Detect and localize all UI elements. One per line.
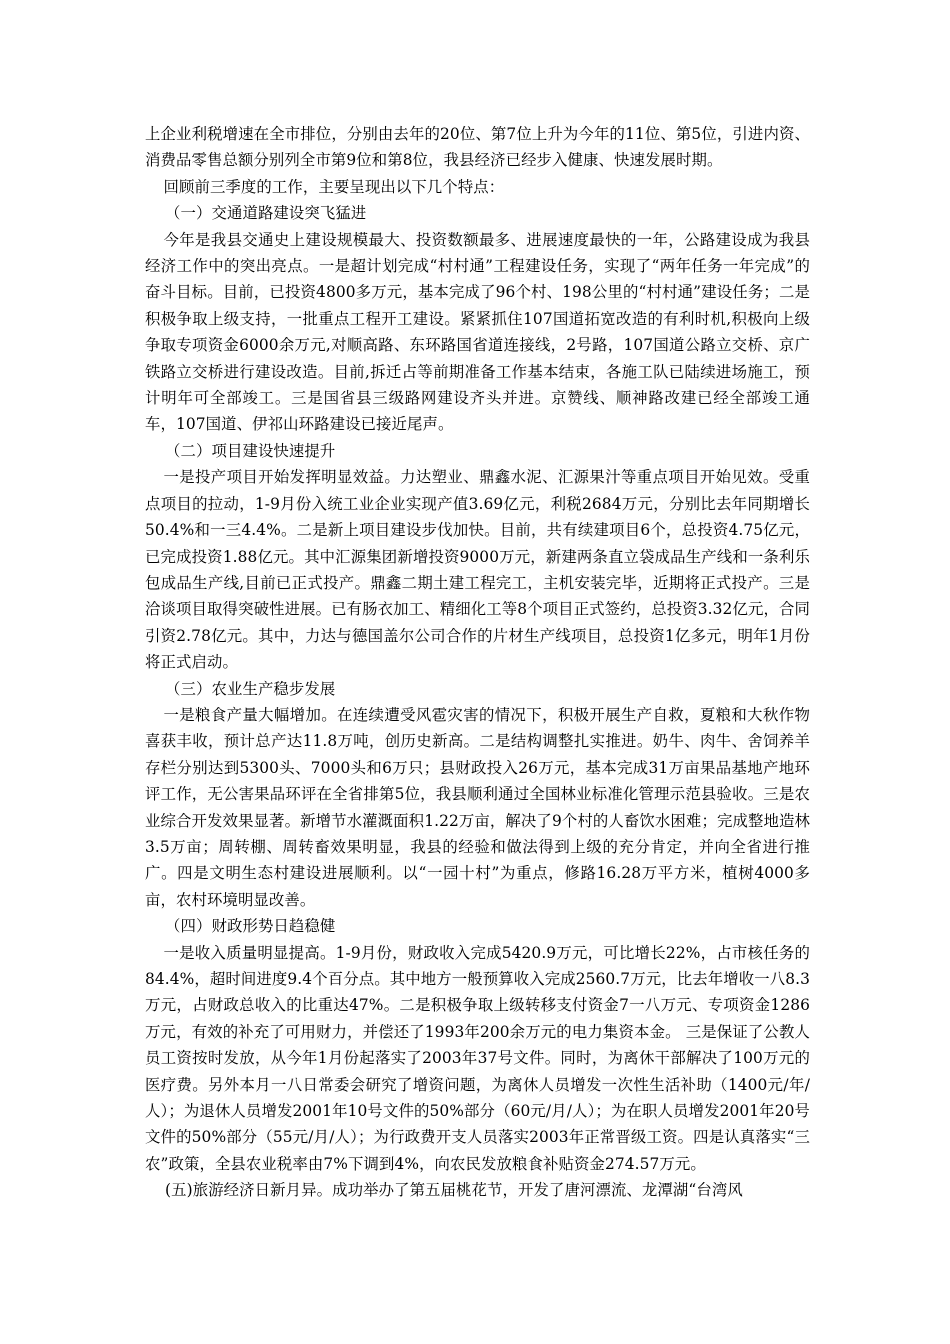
paragraph-tourism: (五)旅游经济日新月异。成功举办了第五届桃花节，开发了唐河漂流、龙潭湖“台湾风 [165, 1181, 743, 1200]
section-heading-projects: （二）项目建设快速提升 [165, 441, 336, 460]
paragraph-finance: 一是收入质量明显提高。1-9月份，财政收入完成5420.9万元，可比增长22%，占市核任务的84.4%，超时间进度9.4个百分点。其中地方一般预算收入完成2560.7万元，比去年增收一八8.3万元，占财政总收入的比重达47%。二是积极争取上级转移支付资金7一八万元、专项资金1286万元，有效的补充了可用财力，并偿还了1993年200余万元的电力集资本金。 三是保证了公教人员工资按时发放，从今年1月份起落实了2003年37号文件。同时，为离休干部解决了100万元的医疗费。另外本月一八日常委会研究了增资问题，为离休人员增发一次性生活补助（1400元/年/人）；为退休人员增发2001年10号文件的50%部分（60元/月/人）；为在职人员增发2001年20号文件的50%部分（55元/月/人）；为行政费开支人员落实2003年正常晋级工资。四是认真落实“三农”政策，全县农业税率由7%下调到4%，向农民发放粮食补贴资金274.57万元。 [145, 943, 810, 1173]
section-heading-finance: （四）财政形势日趋稳健 [165, 917, 336, 936]
paragraph-transport: 今年是我县交通史上建设规模最大、投资数额最多、进展速度最快的一年，公路建设成为我县经济工作中的突出亮点。一是超计划完成“村村通”工程建设任务，实现了“两年任务一年完成”的奋斗目标。目前，已投资4800多万元，基本完成了96个村、198公里的“村村通”建设任务；二是积极争取上级支持，一批重点工程开工建设。紧紧抓住107国道拓宽改造的有利时机,积极向上级争取专项资金6000余万元,对顺高路、东环路国省道连接线，2号路，107国道公路立交桥、京广铁路立交桥进行建设改造。目前,拆迁占等前期准备工作基本结束，各施工队已陆续进场施工，预计明年可全部竣工。三是国省县三级路网建设齐头并进。京赞线、顺神路改建已经全部竣工通车，107国道、伊祁山环路建设已接近尾声。 [145, 230, 810, 434]
section-heading-agriculture: （三）农业生产稳步发展 [165, 679, 336, 698]
paragraph-review-intro: 回顾前三季度的工作，主要呈现出以下几个特点： [163, 177, 505, 196]
section-heading-transport: （一）交通道路建设突飞猛进 [165, 204, 367, 223]
paragraph-projects: 一是投产项目开始发挥明显效益。力达塑业、鼎鑫水泥、汇源果汁等重点项目开始见效。受重点项目的拉动，1-9月份入统工业企业实现产值3.69亿元，利税2684万元，分别比去年同期增长50.4%和一三4.4%。二是新上项目建设步伐加快。目前，共有续建项目6个，总投资4.75亿元，已完成投资1.88亿元。其中汇源集团新增投资9000万元，新建两条直立袋成品生产线和一条利乐包成品生产线,目前已正式投产。鼎鑫二期土建工程完工，主机安装完毕，近期将正式投产。三是洽谈项目取得突破性进展。已有肠衣加工、精细化工等8个项目正式签约，总投资3.32亿元，合同引资2.78亿元。其中，力达与德国盖尔公司合作的片材生产线项目，总投资1亿多元，明年1月份将正式启动。 [145, 468, 810, 672]
paragraph-agriculture: 一是粮食产量大幅增加。在连续遭受风雹灾害的情况下，积极开展生产自救，夏粮和大秋作物喜获丰收，预计总产达11.8万吨，创历史新高。二是结构调整扎实推进。奶牛、肉牛、舍饲养羊存栏分别达到5300头、7000头和6万只；县财政投入26万元，基本完成31万亩果品基地产地环评工作，无公害果品环评在全省排第5位，我县顺利通过全国林业标准化管理示范县验收。三是农业综合开发效果显著。新增节水灌溉面积1.22万亩，解决了9个村的人畜饮水困难；完成整地造林3.5万亩；周转棚、周转畜效果明显，我县的经验和做法得到上级的充分肯定，并向全省进行推广。四是文明生态村建设进展顺利。以“一园十村”为重点，修路16.28万平方米，植树4000多亩，农村环境明显改善。 [145, 705, 810, 909]
paragraph-ranking-summary: 上企业利税增速在全市排位，分别由去年的20位、第7位上升为今年的11位、第5位，引进内资、消费品零售总额分别列全市第9位和第8位，我县经济已经步入健康、快速发展时期。 [145, 125, 810, 170]
document-body [145, 121, 810, 1204]
